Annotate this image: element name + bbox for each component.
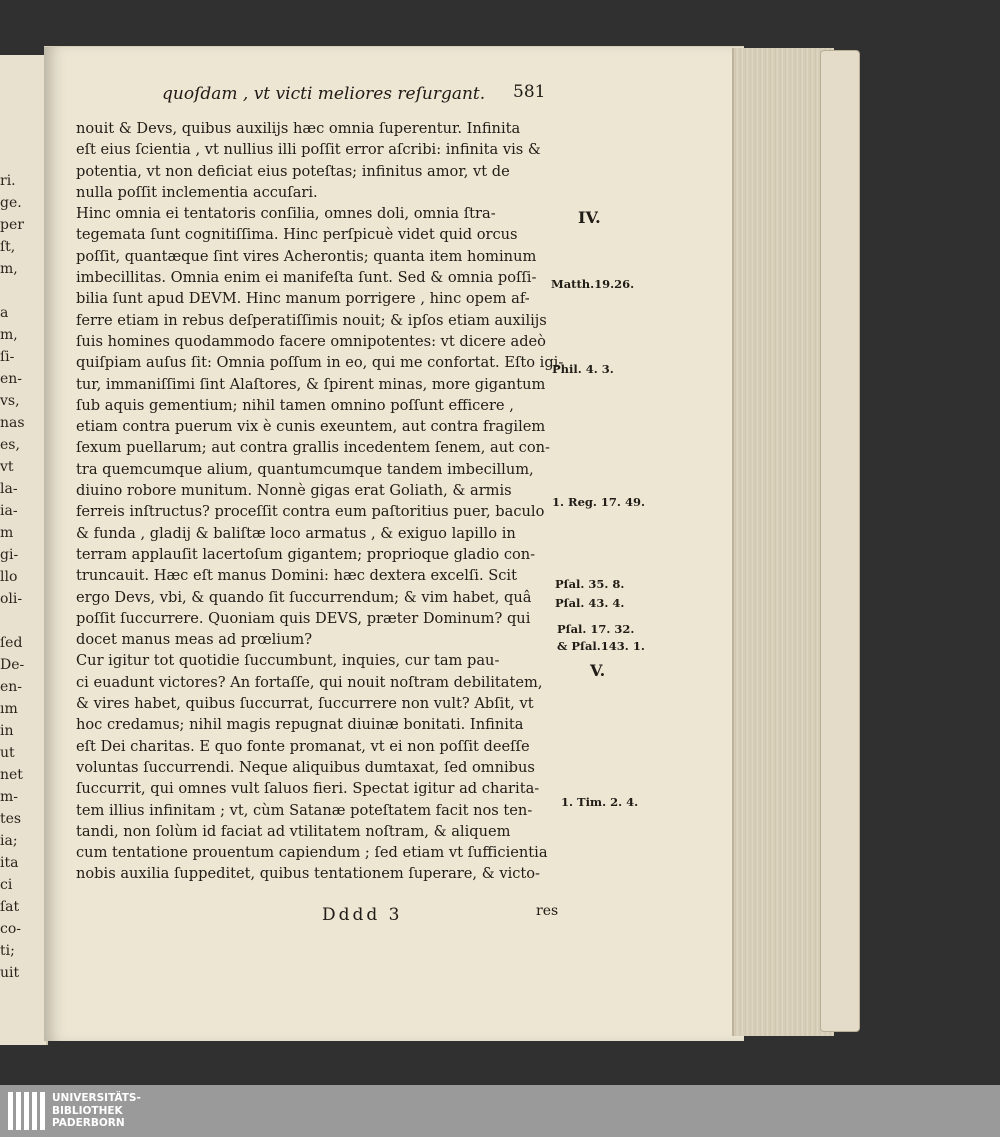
- library-name: [52, 1092, 141, 1130]
- text-line: quiſpiam auſus ſit: Omnia poſſum in eo, qui me confortat. Eſto igi-: [76, 354, 564, 372]
- text-line: docet manus meas ad prœlium?: [76, 631, 313, 649]
- left-page-text-fragments: ri. ge. per ſt, m, a m, ſi- en- vs, nas es, vt la- ia- m gi- llo oli- ſed De- en- ım in ut net m- tes ia; ita ci ſat co- ti; uit: [0, 173, 25, 981]
- library-name-line: BIBLIOTHEK: [52, 1104, 123, 1117]
- text-line: imbecillitas. Omnia enim ei manifeſta ſunt. Sed & omnia poſſi-: [76, 269, 537, 287]
- text-line: & vires habet, quibus ſuccurrat, ſuccurrere non vult? Abſit, vt: [76, 695, 534, 713]
- text-line: poſſit ſuccurrere. Quoniam quis DEVS, præter Dominum? qui: [76, 609, 531, 627]
- library-name-line: PADERBORN: [52, 1117, 125, 1129]
- library-logo-icon: [8, 1092, 48, 1130]
- text-line: ſub aquis gementium; nihil tamen omnino poſſunt efficere ,: [76, 396, 514, 414]
- text-line: tra quemcumque alium, quantumcumque tandem imbecillum,: [76, 460, 534, 478]
- text-line: ergo Devs, vbi, & quando ſit ſuccurrendum; & vim habet, quâ: [76, 588, 532, 606]
- page-number: 581: [513, 82, 546, 102]
- margin-reference: Pſal. 35. 8.: [555, 577, 625, 591]
- margin-numeral: V.: [590, 661, 606, 680]
- text-line: nouit & Devs, quibus auxilijs hæc omnia ſuperentur. Infinita: [76, 120, 521, 137]
- library-name-line: UNIVERSITÄTS-: [52, 1092, 141, 1104]
- text-line: bilia ſunt apud DEVM. Hinc manum porrigere , hinc opem af-: [76, 290, 530, 308]
- book-cover: [820, 50, 860, 1032]
- margin-reference: 1. Reg. 17. 49.: [552, 495, 645, 509]
- margin-reference: & Pſal.143. 1.: [557, 639, 645, 653]
- text-line: & funda , gladij & baliſtæ loco armatus , & exiguo lapillo in: [76, 524, 516, 542]
- text-line: tandi, non ſolùm id faciat ad vtilitatem noſtram, & aliquem: [76, 822, 511, 840]
- text-line: potentia, vt non deficiat eius poteſtas; infinitus amor, vt de: [76, 162, 510, 180]
- margin-reference: Phil. 4. 3.: [552, 362, 614, 376]
- running-head: quoſdam , vt victi meliores reſurgant.: [162, 84, 486, 104]
- left-page: [0, 55, 48, 1045]
- margin-reference: Pſal. 43. 4.: [555, 596, 625, 610]
- text-line: etiam contra puerum vix è cunis exeuntem, aut contra fragilem: [76, 418, 546, 436]
- text-line: diuino robore munitum. Nonnè gigas erat Goliath, & armis: [76, 482, 512, 500]
- text-line: poſſit, quantæque ſint vires Acherontis; quanta item hominum: [76, 247, 537, 265]
- text-line: ſuccurrit, qui omnes vult ſaluos fieri. Spectat igitur ad charita-: [76, 780, 540, 798]
- text-line: Hinc omnia ei tentatoris conſilia, omnes doli, omnia ſtra-: [76, 205, 496, 223]
- body-text: [76, 118, 564, 885]
- text-line: eſt Dei charitas. E quo fonte promanat, vt ei non poſſit deeſſe: [76, 737, 530, 755]
- text-line: voluntas ſuccurrendi. Neque aliquibus dumtaxat, ſed omnibus: [76, 758, 535, 776]
- text-line: nobis auxilia ſuppeditet, quibus tentationem ſuperare, & victo-: [76, 865, 540, 883]
- text-line: tur, immaniſſimi ſint Alaſtores, & ſpirent minas, more gigantum: [76, 375, 546, 393]
- text-line: eſt eius ſcientia , vt nullius illi poſſit error aſcribi: infinita vis &: [76, 141, 541, 159]
- margin-reference: 1. Tim. 2. 4.: [561, 795, 639, 809]
- text-line: truncauit. Hæc eſt manus Domini: hæc dextera excelſi. Scit: [76, 567, 517, 585]
- signature-mark: Dddd 3: [322, 905, 403, 925]
- text-line: ci euadunt victores? An fortaſſe, qui nouit noſtram debilitatem,: [76, 673, 543, 691]
- text-line: ferreis inſtructus? proceſſit contra eum paſtoritius puer, baculo: [76, 503, 545, 521]
- text-line: Cur igitur tot quotidie ſuccumbunt, inquies, cur tam pau-: [76, 652, 500, 670]
- text-line: ferre etiam in rebus deſperatiſſimis nouit; & ipſos etiam auxilijs: [76, 311, 547, 329]
- text-line: terram applauſit lacertoſum gigantem; proprioque gladio con-: [76, 545, 536, 563]
- margin-reference: Matth.19.26.: [551, 277, 635, 291]
- text-line: ſexum puellarum; aut contra grallis incedentem ſenem, aut con-: [76, 439, 550, 457]
- catchword: res: [536, 903, 559, 919]
- library-footer: [0, 1085, 1000, 1137]
- text-line: cum tentatione prouentum capiendum ; ſed etiam vt ſufficientia: [76, 844, 548, 862]
- text-line: ſuis homines quodammodo facere omnipotentes: vt dicere adeò: [76, 332, 546, 350]
- margin-numeral: IV.: [578, 208, 601, 227]
- text-line: tem illius infinitam ; vt, cùm Satanæ poteſtatem facit nos ten-: [76, 801, 533, 819]
- page-edges: [732, 48, 834, 1036]
- text-line: tegemata ſunt cognitiſſima. Hinc perſpicuè videt quid orcus: [76, 226, 518, 244]
- text-line: nulla poſſit inclementia accuſari.: [76, 183, 318, 201]
- margin-reference: Pſal. 17. 32.: [557, 622, 635, 636]
- text-line: hoc credamus; nihil magis repugnat diuinæ bonitati. Infinita: [76, 716, 524, 734]
